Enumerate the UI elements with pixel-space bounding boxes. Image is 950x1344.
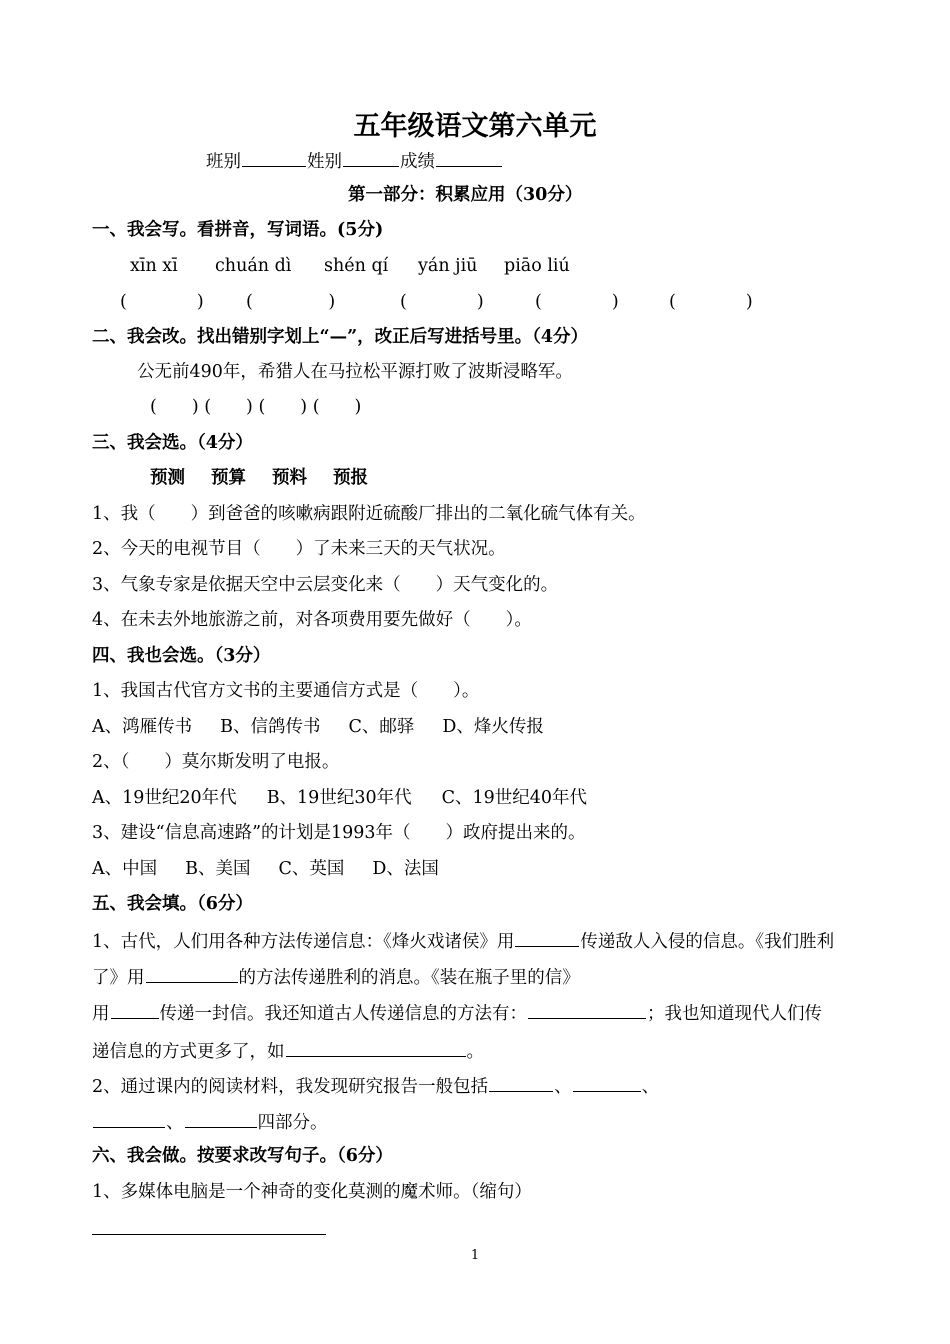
option[interactable]: B、19世纪30年代: [266, 788, 412, 808]
fill-blank[interactable]: [93, 1109, 165, 1128]
fill-blank[interactable]: [111, 1000, 159, 1019]
text: 、: [641, 1077, 660, 1097]
fill-blank[interactable]: [489, 1073, 553, 1092]
fill-blank[interactable]: [146, 964, 238, 983]
correction-box-3[interactable]: ( ): [258, 397, 308, 417]
text: 了》用: [92, 968, 145, 988]
page-title: 五年级语文第六单元: [353, 111, 597, 142]
text: 、: [554, 1077, 572, 1097]
answer-box-4[interactable]: ( ): [535, 292, 619, 312]
s3-question-3: 3、气象专家是依据天空中云层变化来（ ）天气变化的。: [92, 575, 559, 595]
correction-box-4[interactable]: ( ): [312, 397, 362, 417]
class-blank[interactable]: [242, 148, 306, 167]
s4-question-2: 2、（ ）莫尔斯发明了电报。: [92, 752, 340, 772]
option[interactable]: C、邮驿: [348, 717, 415, 737]
word-choice-4: 预报: [333, 468, 368, 488]
word-choice-3: 预料: [272, 468, 307, 488]
text: ；我也知道现代人们传: [647, 1004, 822, 1024]
correction-parens-row: [150, 395, 361, 419]
option[interactable]: C、19世纪40年代: [441, 788, 588, 808]
pinyin-5: piāo liú: [504, 256, 570, 276]
section4-heading: 四、我也会选。（3分）: [92, 646, 271, 666]
option[interactable]: A、鸿雁传书: [92, 717, 193, 737]
option[interactable]: A、中国: [92, 859, 158, 879]
answer-box-1[interactable]: ( ): [120, 292, 204, 312]
fill-blank[interactable]: [573, 1073, 641, 1092]
name-label: 姓别: [307, 152, 342, 172]
text: 递信息的方式更多了，如: [92, 1042, 285, 1062]
s4-question-3: 3、建设“信息高速路”的计划是1993年（ ）政府提出来的。: [92, 823, 586, 843]
s5-paragraph-line-3: [92, 1000, 822, 1026]
correction-box-1[interactable]: ( ): [150, 397, 199, 417]
s5-question-2-line-1: [92, 1073, 659, 1099]
fill-blank[interactable]: [286, 1038, 466, 1057]
page-number: 1: [470, 1248, 480, 1263]
option[interactable]: D、烽火传报: [442, 717, 544, 737]
s5-paragraph-line-2: [92, 964, 580, 990]
text: 的方法传递胜利的消息。《装在瓶子里的信》: [238, 968, 580, 988]
section3-heading: 三、我会选。（4分）: [92, 433, 253, 453]
fill-blank[interactable]: [528, 1000, 646, 1019]
s3-question-2: 2、今天的电视节目（ ）了未来三天的天气状况。: [92, 539, 506, 559]
pinyin-4: yán jiū: [418, 256, 478, 276]
score-blank[interactable]: [436, 148, 502, 167]
pinyin-2: chuán dì: [215, 256, 292, 276]
option[interactable]: A、19世纪20年代: [92, 788, 237, 808]
s4-q1-options: [92, 715, 544, 739]
text: 传递一封信。我还知道古人传递信息的方法有：: [159, 1004, 527, 1024]
student-info: [206, 148, 503, 174]
text: 1、古代，人们用各种方法传递信息：《烽火戏诸侯》用: [92, 932, 515, 952]
word-choices: [150, 466, 368, 490]
option[interactable]: B、信鸽传书: [220, 717, 321, 737]
s5-paragraph-line-4: [92, 1038, 484, 1064]
word-choice-2: 预算: [211, 468, 246, 488]
answer-box-3[interactable]: ( ): [400, 292, 484, 312]
answer-box-2[interactable]: ( ): [246, 292, 336, 312]
part1-heading: 第一部分：积累应用（30分）: [348, 185, 583, 205]
name-blank[interactable]: [343, 148, 399, 167]
pinyin-3: shén qí: [324, 256, 389, 276]
word-choice-1: 预测: [150, 468, 185, 488]
answer-box-5[interactable]: ( ): [669, 292, 753, 312]
section6-heading: 六、我会做。按要求改写句子。（6分）: [92, 1146, 393, 1166]
s4-question-1: 1、我国古代官方文书的主要通信方式是（ ）。: [92, 681, 480, 701]
text: 。: [466, 1042, 484, 1062]
s4-q2-options: [92, 786, 587, 810]
text: 四部分。: [257, 1113, 328, 1133]
s6-question-1: 1、多媒体电脑是一个神奇的变化莫测的魔术师。（缩句）: [92, 1182, 532, 1202]
text: 2、通过课内的阅读材料，我发现研究报告一般包括: [92, 1077, 489, 1097]
text: 用: [92, 1004, 110, 1024]
text: 、: [166, 1113, 184, 1133]
score-label: 成绩: [400, 152, 435, 172]
option[interactable]: C、英国: [278, 859, 345, 879]
answer-line[interactable]: [92, 1234, 326, 1235]
text: 传递敌人入侵的信息。《我们胜利: [580, 932, 835, 952]
s3-question-1: 1、我（ ）到爸爸的咳嗽病跟附近硫酸厂排出的二氧化硫气体有关。: [92, 504, 646, 524]
s5-paragraph-line-1: [92, 928, 834, 954]
s4-q3-options: [92, 857, 439, 881]
option[interactable]: B、美国: [185, 859, 251, 879]
section5-heading: 五、我会填。（6分）: [92, 894, 253, 914]
section2-heading: 二、我会改。找出错别字划上“—”，改正后写进括号里。（4分）: [92, 327, 589, 347]
class-label: 班别: [206, 152, 241, 172]
correction-box-2[interactable]: ( ): [204, 397, 253, 417]
s5-question-2-line-2: [92, 1109, 328, 1135]
section2-sentence: 公无前490年，希猎人在马拉松平源打败了波斯浸略军。: [137, 362, 573, 382]
fill-blank[interactable]: [185, 1109, 257, 1128]
option[interactable]: D、法国: [372, 859, 439, 879]
section1-heading: 一、我会写。看拼音，写词语。(5分): [92, 220, 384, 240]
s3-question-4: 4、在未去外地旅游之前，对各项费用要先做好（ ）。: [92, 610, 532, 630]
fill-blank[interactable]: [515, 928, 579, 947]
pinyin-1: xīn xī: [130, 256, 178, 276]
